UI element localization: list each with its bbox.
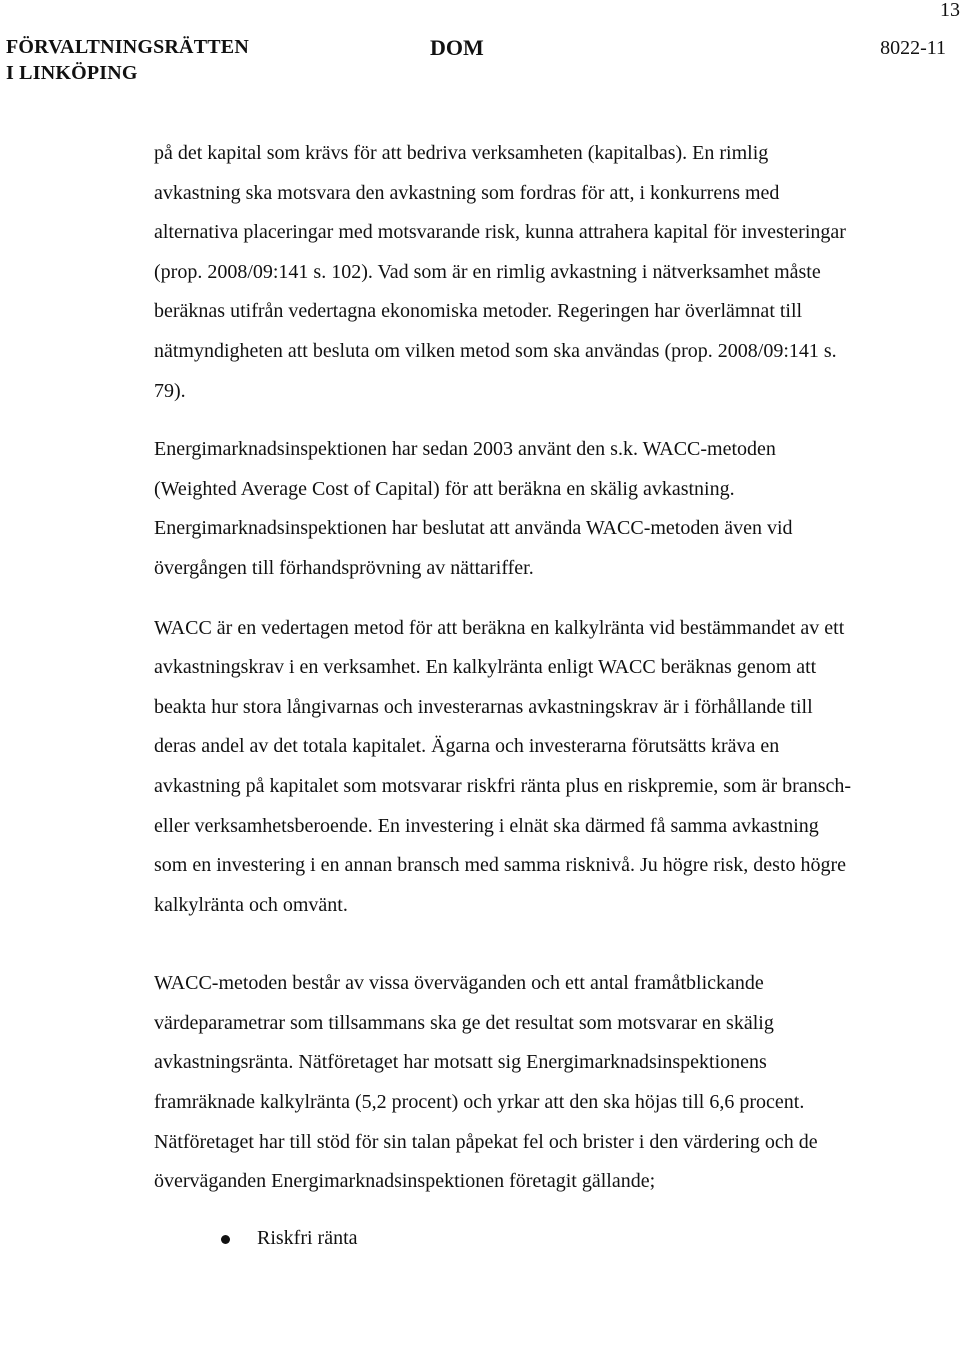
document-body [154,134,854,1258]
bullet-icon [221,1235,230,1244]
paragraph-2: Energimarknadsinspektionen har sedan 2003 använt den s.k. WACC-metoden (Weighted Average Cost of Capital) för att beräkna en skälig avkastning. Energimarknadsinspektionen har beslutat att använda WACC-metoden även vid övergången till förhandsprövning av nättariffer. [154,438,793,579]
document-header [6,34,946,90]
list-item-text: Riskfri ränta [257,1226,358,1249]
court-name-line1: FÖRVALTNINGSRÄTTEN [6,36,249,58]
page-number: 13 [940,0,960,21]
court-name-line2: I LINKÖPING [6,62,138,84]
document-type: DOM [430,35,484,60]
paragraph-3: WACC är en vedertagen metod för att beräkna en kalkylränta vid bestämmandet av ett avkastningskrav i en verksamhet. En kalkylränta enligt WACC beräknas genom att beakta hur stora långivarnas och investerarnas avkastningskrav är i förhållande till deras andel av det totala kapitalet. Ägarna och investerarna förutsätts kräva en avkastning på kapitalet som motsvarar riskfri ränta plus en riskpremie, som är bransch- eller verksamhetsberoende. En investering i elnät ska därmed få samma avkastning som en investering i en annan bransch med samma risknivå. Ju högre risk, desto högre kalkylränta och omvänt. [154,616,852,916]
paragraph-4: WACC-metoden består av vissa överväganden och ett antal framåtblickande värdeparametrar som tillsammans ska ge det resultat som motsvarar en skälig avkastningsränta. Nätföretaget har motsatt sig Energimarknadsinspektionens framräknade kalkylränta (5,2 procent) och yrkar att den ska höjas till 6,6 procent. Nätföretaget har till stöd för sin talan påpekat fel och brister i den värdering och de överväganden Energimarknadsinspektionen företagit gällande; [154,972,818,1193]
paragraph-1: på det kapital som krävs för att bedriva verksamheten (kapitalbas). En rimlig avkastning ska motsvara den avkastning som fordras för att, i konkurrens med alternativa placeringar med motsvarande risk, kunna attrahera kapital för investeringar (prop. 2008/09:141 s. 102). Vad som är en rimlig avkastning i nätverksamhet måste beräknas utifrån vedertagna ekonomiska metoder. Regeringen har överlämnat till nätmyndigheten att besluta om vilken metod som ska användas (prop. 2008/09:141 s. 79). [154,142,846,402]
list-item [153,1219,854,1259]
case-number: 8022-11 [880,37,946,59]
bullet-list [154,1219,854,1259]
court-name [6,34,249,86]
